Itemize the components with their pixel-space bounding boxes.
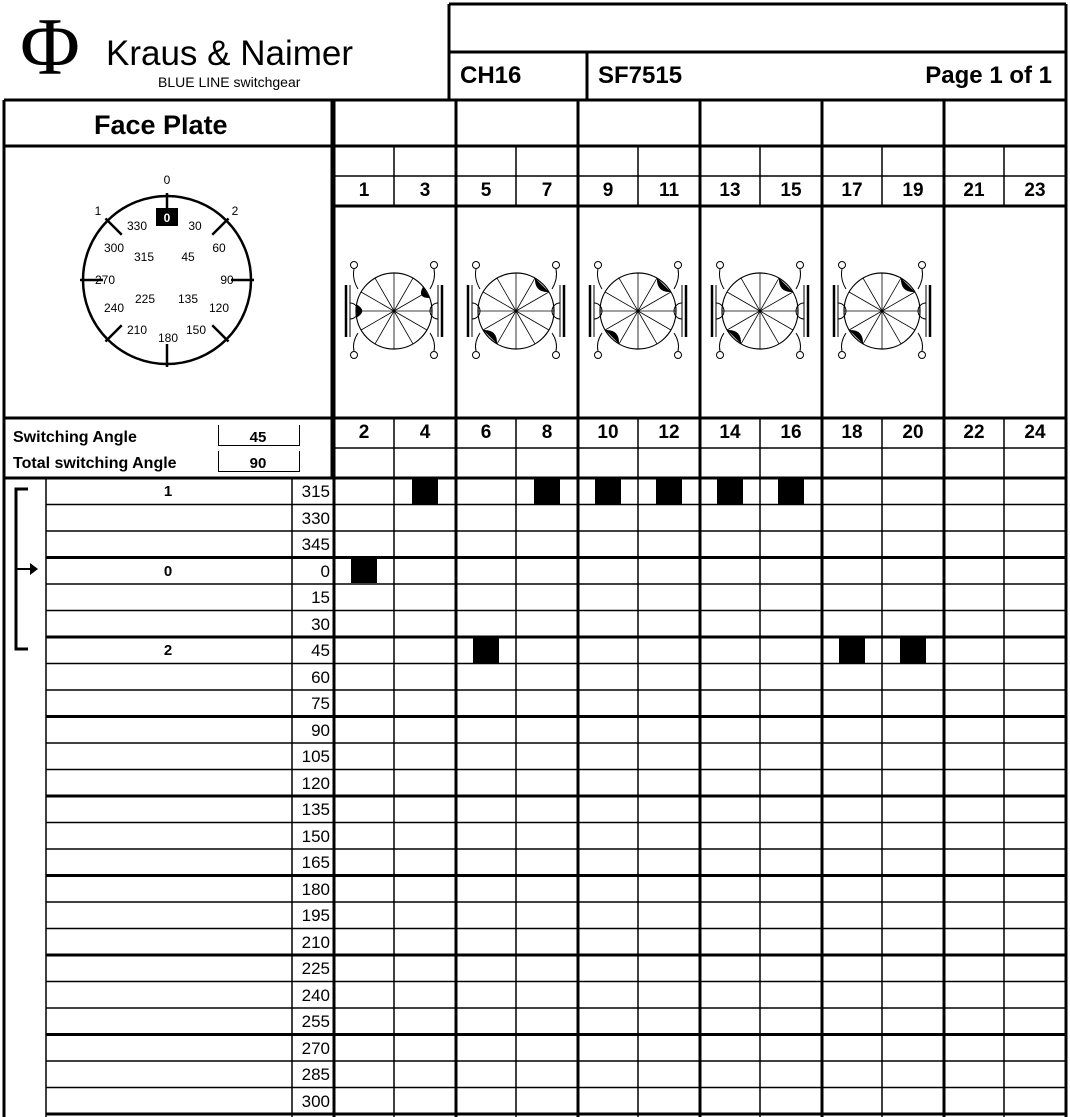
terminal-top-label: 11 <box>658 180 680 201</box>
closed-contact-marker <box>656 479 682 504</box>
angle-value: 135 <box>301 800 330 819</box>
terminal-top-label: 13 <box>719 180 741 201</box>
table-row <box>46 637 1066 664</box>
closed-contact-marker <box>412 479 438 504</box>
cam-spoke <box>394 311 413 344</box>
dial-angle-120: 120 <box>208 301 230 315</box>
angle-value: 285 <box>301 1065 330 1084</box>
terminal-point <box>839 262 846 269</box>
terminal-point <box>473 352 480 359</box>
dial-angle-180: 180 <box>157 331 179 345</box>
selected-position-label: 0 <box>163 211 171 225</box>
switching-angle-label: Switching Angle <box>13 429 137 446</box>
dial-angle-330: 330 <box>126 219 148 233</box>
cam-spoke <box>497 278 516 311</box>
table-row <box>46 558 1066 585</box>
terminal-arm <box>430 269 435 289</box>
closed-contact-marker <box>534 479 560 504</box>
cam-spoke <box>863 278 882 311</box>
cam-spoke <box>638 311 671 330</box>
terminal-point <box>351 352 358 359</box>
table-row <box>46 478 1066 505</box>
terminal-arm <box>720 269 725 289</box>
terminal-point <box>919 262 926 269</box>
dial-angle-225: 225 <box>134 292 156 306</box>
table-row <box>46 982 1066 1009</box>
terminal-top-label: 21 <box>963 180 985 201</box>
terminal-arm <box>918 269 923 289</box>
cam-spoke <box>638 278 657 311</box>
table-row <box>46 770 1066 797</box>
dial-angle-150: 150 <box>185 323 207 337</box>
cam-segment <box>657 278 671 292</box>
dial-angle-45: 45 <box>181 250 195 264</box>
cam-spoke <box>882 311 901 344</box>
closed-contact-marker <box>351 559 377 584</box>
terminal-arm <box>552 269 557 289</box>
terminal-bottom-label: 12 <box>658 422 680 443</box>
closed-contact-marker <box>717 479 743 504</box>
cam-spoke <box>760 311 779 344</box>
dial-label-2: 2 <box>231 204 239 218</box>
cam-spoke <box>375 278 394 311</box>
table-row <box>46 823 1066 850</box>
total-angle-label: Total switching Angle <box>13 455 177 472</box>
dial-angle-240: 240 <box>103 301 125 315</box>
cam-spoke <box>882 292 915 311</box>
angle-value: 15 <box>311 588 330 607</box>
closed-contact-marker <box>473 638 499 663</box>
terminal-point <box>919 352 926 359</box>
table-row <box>46 690 1066 717</box>
rotation-range-bracket <box>0 0 60 660</box>
terminal-arm <box>476 333 481 351</box>
cam-segment <box>901 278 915 292</box>
angle-value: 90 <box>311 720 330 740</box>
angle-value: 60 <box>311 667 330 687</box>
terminal-point <box>431 262 438 269</box>
dial-label-1: 1 <box>94 204 102 218</box>
switching-angle-value: 45 <box>249 429 267 446</box>
series-code: CH16 <box>460 62 522 89</box>
terminal-top-label: 5 <box>480 180 492 201</box>
terminal-arm <box>354 333 359 351</box>
terminal-bottom-label: 14 <box>719 422 741 443</box>
terminal-point <box>675 262 682 269</box>
terminal-point <box>351 262 358 269</box>
terminal-top-label: 7 <box>541 180 553 201</box>
cam-spoke <box>483 311 516 330</box>
angle-value: 300 <box>301 1091 330 1111</box>
cam-spoke <box>741 278 760 311</box>
cam-spoke <box>516 278 535 311</box>
cam-spoke <box>638 311 657 344</box>
terminal-point <box>797 352 804 359</box>
cam-segment <box>849 330 863 344</box>
terminal-point <box>717 352 724 359</box>
table-row <box>46 876 1066 903</box>
cam-spoke <box>727 311 760 330</box>
angle-value: 225 <box>301 959 330 978</box>
program-code: SF7515 <box>598 62 683 89</box>
terminal-bottom-label: 20 <box>902 422 924 443</box>
terminal-point <box>431 352 438 359</box>
cam-spoke <box>741 311 760 344</box>
cam-spoke <box>882 311 915 330</box>
cam-spoke <box>605 311 638 330</box>
dial-label-0: 0 <box>163 173 171 187</box>
angle-value: 30 <box>311 614 330 634</box>
closed-contact-marker <box>900 638 926 663</box>
dial-angle-90: 90 <box>220 273 234 287</box>
terminal-arm <box>842 333 847 351</box>
cam-segment <box>605 330 619 344</box>
table-row <box>46 1035 1066 1062</box>
terminal-point <box>797 262 804 269</box>
cam-spoke <box>760 292 793 311</box>
dial-angle-315: 315 <box>133 250 155 264</box>
position-label: 2 <box>163 642 173 659</box>
angle-value: 210 <box>301 932 330 952</box>
terminal-top-label: 17 <box>841 180 863 201</box>
terminal-bottom-label: 4 <box>419 422 431 443</box>
table-row <box>46 743 1066 770</box>
terminal-bottom-label: 8 <box>541 422 553 443</box>
position-label: 1 <box>163 483 173 500</box>
terminal-bottom-label: 10 <box>597 422 619 443</box>
terminal-arm <box>918 333 923 351</box>
cam-segment <box>483 330 497 344</box>
terminal-arm <box>552 333 557 351</box>
terminal-bottom-label: 16 <box>780 422 802 443</box>
table-row <box>46 584 1066 611</box>
terminal-point <box>595 262 602 269</box>
angle-value: 0 <box>320 561 330 581</box>
angle-value: 255 <box>301 1012 330 1031</box>
cam-segment <box>727 330 741 344</box>
table-row <box>46 717 1066 744</box>
cam-spoke <box>361 311 394 330</box>
table-row <box>46 902 1066 929</box>
terminal-bottom-label: 6 <box>480 422 492 443</box>
cam-spoke <box>619 278 638 311</box>
terminal-top-label: 15 <box>780 180 802 201</box>
cam-spoke <box>605 292 638 311</box>
cam-segment <box>421 287 430 298</box>
terminal-arm <box>674 333 679 351</box>
dial-angle-135: 135 <box>177 292 199 306</box>
angle-value: 165 <box>301 853 330 872</box>
angle-value: 240 <box>301 985 330 1005</box>
cam-spoke <box>849 292 882 311</box>
brand-name: Kraus & Naimer <box>106 34 354 73</box>
terminal-bottom-label: 24 <box>1024 422 1046 443</box>
angle-value: 330 <box>301 508 330 528</box>
terminal-point <box>553 352 560 359</box>
closed-contact-marker <box>595 479 621 504</box>
terminal-arm <box>674 269 679 289</box>
cam-spoke <box>760 278 779 311</box>
table-row <box>46 531 1066 558</box>
table-row <box>46 849 1066 876</box>
table-row <box>46 929 1066 956</box>
angle-value: 195 <box>301 906 330 925</box>
terminal-top-label: 23 <box>1024 180 1046 201</box>
cam-spoke <box>760 311 793 330</box>
cam-spoke <box>516 311 535 344</box>
total-angle-value: 90 <box>249 455 267 472</box>
terminal-top-label: 3 <box>419 180 431 201</box>
cam-spoke <box>375 311 394 344</box>
terminal-arm <box>796 333 801 351</box>
table-row <box>46 664 1066 691</box>
angle-value: 345 <box>301 535 330 554</box>
cam-spoke <box>516 292 549 311</box>
angle-value: 315 <box>301 482 330 501</box>
dial-angle-270: 270 <box>94 273 116 287</box>
terminal-point <box>595 352 602 359</box>
table-row <box>46 1061 1066 1088</box>
terminal-arm <box>598 333 603 351</box>
cam-spoke <box>727 292 760 311</box>
cam-spoke <box>361 292 394 311</box>
cam-spoke <box>863 311 882 344</box>
cam-spoke <box>516 311 549 330</box>
angle-value: 105 <box>301 747 330 766</box>
angle-value: 180 <box>301 879 330 899</box>
terminal-point <box>675 352 682 359</box>
terminal-arm <box>354 269 359 289</box>
angle-value: 270 <box>301 1038 330 1058</box>
terminal-arm <box>842 269 847 289</box>
terminal-bottom-label: 18 <box>841 422 863 443</box>
terminal-top-label: 9 <box>602 180 614 201</box>
cam-spoke <box>882 278 901 311</box>
cam-spoke <box>394 311 427 330</box>
terminal-arm <box>720 333 725 351</box>
terminal-arm <box>476 269 481 289</box>
table-row <box>46 955 1066 982</box>
terminal-arm <box>796 269 801 289</box>
angle-value: 75 <box>311 694 330 713</box>
cam-segment <box>357 304 363 317</box>
terminal-point <box>473 262 480 269</box>
page-number: Page 1 of 1 <box>925 62 1052 89</box>
cam-spoke <box>849 311 882 330</box>
face-plate-title: Face Plate <box>94 110 228 140</box>
terminal-point <box>717 262 724 269</box>
terminal-point <box>839 352 846 359</box>
table-row <box>46 1088 1066 1115</box>
angle-value: 45 <box>311 641 330 660</box>
dial-angle-30: 30 <box>188 219 202 233</box>
brand-logo: Φ <box>20 1 80 92</box>
cam-spoke <box>497 311 516 344</box>
cam-spoke <box>638 292 671 311</box>
terminal-arm <box>598 269 603 289</box>
cam-segment <box>779 278 793 292</box>
table-row <box>46 611 1066 638</box>
table-row <box>46 796 1066 823</box>
cam-spoke <box>483 292 516 311</box>
dial-angle-210: 210 <box>126 323 148 337</box>
terminal-bottom-label: 22 <box>963 422 985 443</box>
terminal-bottom-label: 2 <box>358 422 370 443</box>
cam-spoke <box>394 278 413 311</box>
table-row <box>46 1008 1066 1035</box>
cam-spoke <box>619 311 638 344</box>
dial-angle-60: 60 <box>212 241 226 255</box>
brand-tagline: BLUE LINE switchgear <box>158 74 301 90</box>
angle-value: 120 <box>301 773 330 793</box>
terminal-arm <box>430 333 435 351</box>
terminal-point <box>553 262 560 269</box>
position-label: 0 <box>163 562 173 580</box>
angle-value: 150 <box>301 826 330 846</box>
closed-contact-marker <box>778 479 804 504</box>
terminal-top-label: 1 <box>358 180 370 201</box>
table-row <box>46 505 1066 532</box>
closed-contact-marker <box>839 638 865 663</box>
dial-angle-300: 300 <box>103 241 125 255</box>
cam-segment <box>535 278 549 292</box>
terminal-top-label: 19 <box>902 180 924 201</box>
